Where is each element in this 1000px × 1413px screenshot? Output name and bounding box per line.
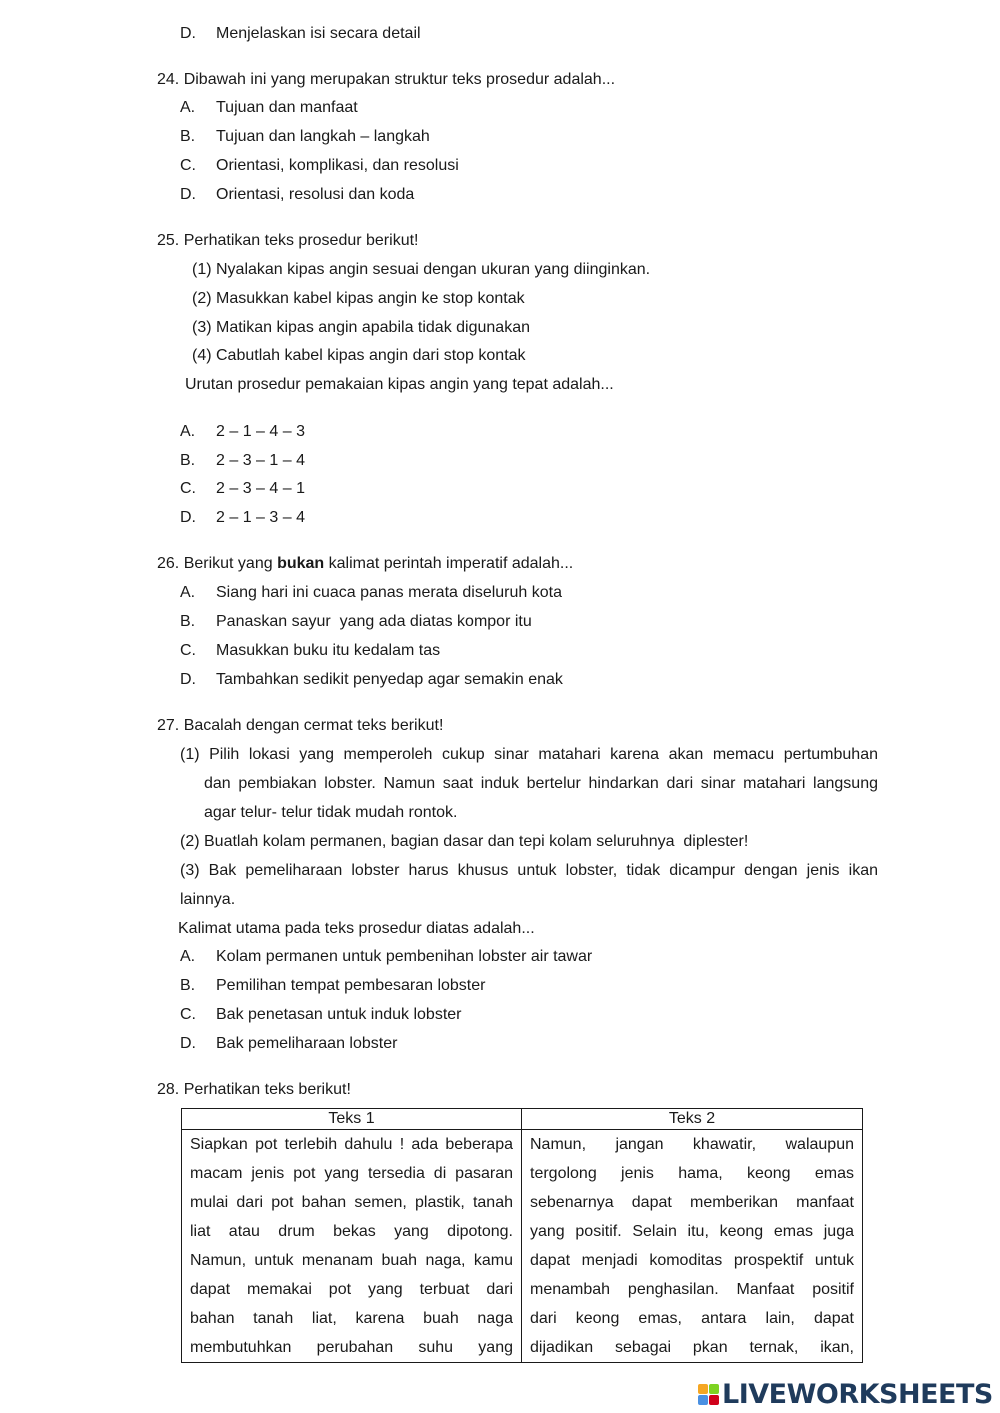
q25-step-1: (1) Nyalakan kipas angin sesuai dengan ukuran yang diinginkan.: [192, 261, 651, 278]
option-text: Tujuan dan manfaat: [216, 99, 358, 116]
option-letter: B.: [180, 977, 196, 994]
q24-question: 24. Dibawah ini yang merupakan struktur teks prosedur adalah...: [157, 71, 616, 88]
option-text: Tujuan dan langkah – langkah: [216, 128, 430, 145]
option-text: Bak penetasan untuk induk lobster: [216, 1006, 462, 1023]
q26-question-emphasis: bukan: [277, 555, 325, 572]
q27-paragraph-1-line-2: dan pembiakan lobster. Namun saat induk bertelur hindarkan dari sinar matahari langsung: [204, 775, 878, 792]
liveworksheets-watermark[interactable]: [698, 1379, 993, 1409]
watermark-text: LIVEWORKSHEETS: [722, 1378, 993, 1410]
option-text: 2 – 3 – 4 – 1: [216, 480, 305, 497]
table-line: dapat menjadi komoditas prospektif untuk: [530, 1252, 854, 1269]
option-letter: D.: [180, 509, 196, 526]
option-letter: D.: [180, 1035, 196, 1052]
table-line: liat atau drum bekas yang dipotong.: [190, 1223, 513, 1240]
option-text: 2 – 3 – 1 – 4: [216, 452, 305, 469]
q25-step-4: (4) Cabutlah kabel kipas angin dari stop kontak: [192, 347, 526, 364]
table-line: Siapkan pot terlebih dahulu ! ada beberapa: [190, 1136, 513, 1153]
q27-paragraph-1-line-3: agar telur- telur tidak mudah rontok.: [204, 804, 458, 821]
option-text: Orientasi, resolusi dan koda: [216, 186, 415, 203]
q25-prompt: Urutan prosedur pemakaian kipas angin yang tepat adalah...: [185, 376, 614, 393]
q28-question: 28. Perhatikan teks berikut!: [157, 1081, 351, 1098]
table-line: menambah penghasilan. Manfaat positif: [530, 1281, 854, 1298]
option-text: Kolam permanen untuk pembenihan lobster air tawar: [216, 948, 593, 965]
table-line: mulai dari pot bahan semen, plastik, tanah: [190, 1194, 513, 1211]
option-text: Masukkan buku itu kedalam tas: [216, 642, 441, 659]
q27-paragraph-3-line-2: lainnya.: [180, 891, 236, 908]
table-header-row: [182, 1109, 863, 1130]
option-letter: B.: [180, 128, 196, 145]
q26-question: [157, 554, 573, 574]
option-text: Orientasi, komplikasi, dan resolusi: [216, 157, 459, 174]
logo-tile: [709, 1384, 719, 1394]
option-text: Siang hari ini cuaca panas merata diseluruh kota: [216, 584, 562, 601]
teks-1-cell: [182, 1130, 522, 1363]
q26-question-end: kalimat perintah imperatif adalah...: [324, 555, 574, 572]
logo-tile: [709, 1395, 719, 1405]
option-text: Panaskan sayur yang ada diatas kompor itu: [216, 613, 532, 630]
logo-tile: [698, 1384, 708, 1394]
q27-paragraph-3-line-1: (3) Bak pemeliharaan lobster harus khusus untuk lobster, tidak dicampur dengan jenis ikan: [180, 862, 878, 879]
column-header-teks-2: Teks 2: [522, 1109, 863, 1130]
table-line: yang positif. Selain itu, keong emas juga: [530, 1223, 854, 1240]
column-header-teks-1: Teks 1: [182, 1109, 522, 1130]
q26-question-start: 26. Berikut yang: [157, 555, 278, 572]
q25-step-3: (3) Matikan kipas angin apabila tidak digunakan: [192, 319, 530, 336]
q27-paragraph-1-line-1: (1) Pilih lokasi yang memperoleh cukup sinar matahari karena akan memacu pertumbuhan: [180, 746, 878, 763]
table-line: dijadikan sebagai pkan ternak, ikan,: [530, 1339, 854, 1356]
q27-question: 27. Bacalah dengan cermat teks berikut!: [157, 717, 444, 734]
option-letter: C.: [180, 642, 196, 659]
option-letter: D.: [180, 671, 196, 688]
liveworksheets-logo-icon: [698, 1384, 719, 1405]
option-letter: C.: [180, 157, 196, 174]
table-line: Namun, untuk menanam buah naga, kamu: [190, 1252, 513, 1269]
option-text: Menjelaskan isi secara detail: [216, 25, 421, 42]
q27-paragraph-2: (2) Buatlah kolam permanen, bagian dasar dan tepi kolam seluruhnya diplester!: [180, 833, 749, 850]
option-letter: A.: [180, 584, 196, 601]
comparison-table: [181, 1108, 863, 1363]
table-line: bahan tanah liat, karena buah naga: [190, 1310, 513, 1327]
option-text: Pemilihan tempat pembesaran lobster: [216, 977, 486, 994]
option-text: 2 – 1 – 3 – 4: [216, 509, 305, 526]
teks-2-cell: [522, 1130, 863, 1363]
table-line: sebenarnya dapat memberikan manfaat: [530, 1194, 854, 1211]
option-letter: C.: [180, 480, 196, 497]
q25-question: 25. Perhatikan teks prosedur berikut!: [157, 232, 419, 249]
table-line: dari keong emas, antara lain, dapat: [530, 1310, 854, 1327]
option-text: 2 – 1 – 4 – 3: [216, 423, 305, 440]
table-line: membutuhkan perubahan suhu yang: [190, 1339, 513, 1356]
option-text: Tambahkan sedikit penyedap agar semakin enak: [216, 671, 563, 688]
table-line: Namun, jangan khawatir, walaupun: [530, 1136, 854, 1153]
logo-tile: [698, 1395, 708, 1405]
table-row: [182, 1130, 863, 1363]
option-letter: A.: [180, 948, 196, 965]
q25-step-2: (2) Masukkan kabel kipas angin ke stop kontak: [192, 290, 525, 307]
option-letter: C.: [180, 1006, 196, 1023]
table-line: tergolong jenis hama, keong emas: [530, 1165, 854, 1182]
option-letter: B.: [180, 452, 196, 469]
table-line: macam jenis pot yang tersedia di pasaran: [190, 1165, 513, 1182]
option-letter: A.: [180, 99, 196, 116]
option-letter: A.: [180, 423, 196, 440]
q27-prompt: Kalimat utama pada teks prosedur diatas adalah...: [178, 920, 535, 937]
table-line: dapat memakai pot yang terbuat dari: [190, 1281, 513, 1298]
option-text: Bak pemeliharaan lobster: [216, 1035, 398, 1052]
option-letter: B.: [180, 613, 196, 630]
option-letter: D.: [180, 25, 196, 42]
option-letter: D.: [180, 186, 196, 203]
